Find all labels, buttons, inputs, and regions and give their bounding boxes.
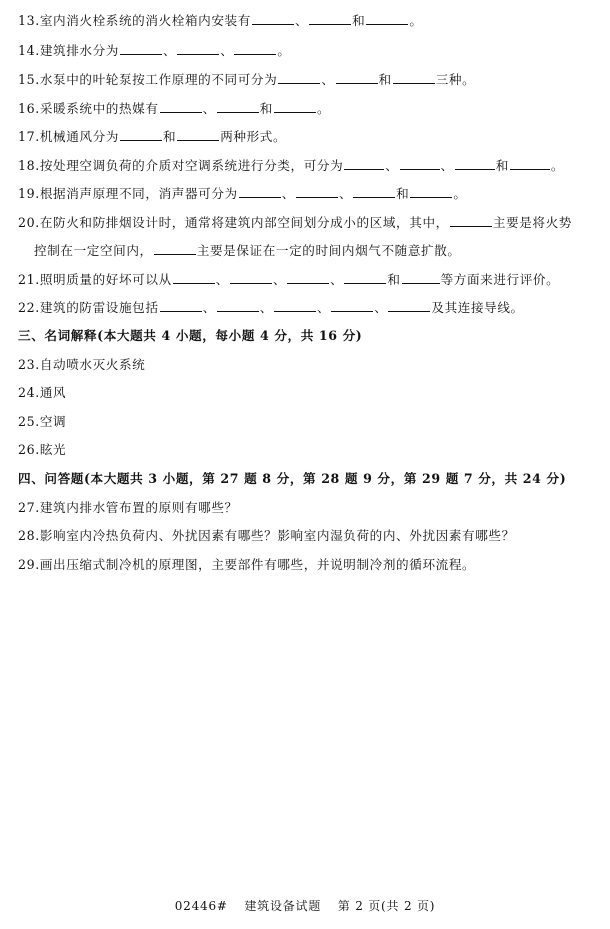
- separator: 、: [316, 300, 331, 315]
- question-24: 24.通风: [18, 385, 67, 400]
- separator: 两种形式。: [220, 129, 287, 144]
- answer-blank[interactable]: [296, 184, 338, 198]
- answer-blank[interactable]: [239, 184, 281, 198]
- answer-blank[interactable]: [353, 184, 395, 198]
- separator: 、: [294, 13, 309, 28]
- separator: 、: [330, 272, 344, 287]
- separator: 、: [374, 300, 388, 315]
- separator: 、: [163, 43, 177, 58]
- separator: 。: [550, 158, 565, 173]
- separator: 、: [220, 43, 234, 58]
- separator: 和: [495, 158, 509, 173]
- answer-blank[interactable]: [331, 298, 373, 312]
- question-20-continued: [34, 241, 592, 260]
- separator: 。: [409, 13, 423, 28]
- answer-blank[interactable]: [177, 41, 219, 55]
- question-19: [18, 184, 592, 203]
- question-17: [18, 127, 592, 146]
- exam-title: 建筑设备试题: [244, 899, 322, 913]
- separator: 、: [259, 300, 273, 315]
- question-21: [18, 270, 592, 289]
- separator: 。: [277, 43, 291, 58]
- answer-blank[interactable]: [173, 270, 215, 284]
- answer-blank[interactable]: [217, 99, 259, 113]
- question-17-text: 17.机械通风分为: [18, 129, 119, 144]
- separator: 和: [378, 72, 392, 87]
- answer-blank[interactable]: [510, 156, 550, 170]
- page-number: 第 2 页(共 2 页): [337, 899, 436, 913]
- question-25: 25.空调: [18, 414, 67, 429]
- separator: 、: [202, 101, 216, 116]
- answer-blank[interactable]: [217, 298, 259, 312]
- answer-blank[interactable]: [274, 99, 316, 113]
- question-14: [18, 41, 592, 60]
- question-22: [18, 298, 592, 317]
- separator: 、: [215, 272, 229, 287]
- question-20: [18, 213, 592, 232]
- question-26: 26.眩光: [18, 442, 67, 457]
- question-13: [18, 11, 592, 30]
- question-18-text: 18.按处理空调负荷的介质对空调系统进行分类，可分为: [18, 158, 344, 173]
- question-29: 29.画出压缩式制冷机的原理图，主要部件有哪些，并说明制冷剂的循环流程。: [18, 557, 476, 572]
- separator: 、: [272, 272, 287, 287]
- separator: 和: [163, 129, 177, 144]
- separator: 、: [338, 186, 353, 201]
- answer-blank[interactable]: [344, 156, 384, 170]
- section-3-heading: 三、名词解释(本大题共 4 小题，每小题 4 分，共 16 分): [18, 328, 363, 343]
- answer-blank[interactable]: [388, 298, 430, 312]
- answer-blank[interactable]: [450, 213, 492, 227]
- answer-blank[interactable]: [287, 270, 329, 284]
- separator: 、: [321, 72, 335, 87]
- answer-blank[interactable]: [160, 298, 202, 312]
- answer-blank[interactable]: [120, 41, 162, 55]
- question-19-text: 19.根据消声原理不同，消声器可分为: [18, 186, 238, 201]
- answer-blank[interactable]: [309, 11, 351, 25]
- question-18: [18, 156, 592, 175]
- separator: 和: [259, 101, 273, 116]
- question-27: 27.建筑内排水管布置的原则有哪些？: [18, 500, 238, 515]
- separator: 三种。: [435, 72, 476, 87]
- answer-blank[interactable]: [154, 241, 196, 255]
- question-20-text: 主要是将火势: [492, 215, 573, 230]
- question-20-text: 控制在一定空间内，: [34, 243, 153, 258]
- separator: 、: [440, 158, 454, 173]
- question-20-text: 20.在防火和防排烟设计时，通常将建筑内部空间划分成小的区域，其中，: [18, 215, 449, 230]
- answer-blank[interactable]: [234, 41, 276, 55]
- answer-blank[interactable]: [402, 270, 440, 284]
- question-28: 28.影响室内冷热负荷内、外扰因素有哪些？影响室内湿负荷的内、外扰因素有哪些？: [18, 528, 515, 543]
- separator: 、: [281, 186, 295, 201]
- question-23: 23.自动喷水灭火系统: [18, 357, 146, 372]
- question-15-text: 15.水泵中的叶轮泵按工作原理的不同可分为: [18, 72, 278, 87]
- question-16: [18, 99, 592, 118]
- question-15: [18, 70, 592, 89]
- answer-blank[interactable]: [230, 270, 272, 284]
- question-16-text: 16.采暖系统中的热媒有: [18, 101, 159, 116]
- separator: 、: [385, 158, 399, 173]
- separator: 及其连接导线。: [431, 300, 524, 315]
- answer-blank[interactable]: [393, 70, 435, 84]
- answer-blank[interactable]: [366, 11, 408, 25]
- answer-blank[interactable]: [120, 127, 162, 141]
- answer-blank[interactable]: [400, 156, 440, 170]
- answer-blank[interactable]: [278, 70, 320, 84]
- separator: 和: [387, 272, 401, 287]
- question-21-text: 21.照明质量的好坏可以从: [18, 272, 172, 287]
- answer-blank[interactable]: [252, 11, 294, 25]
- question-20-text: 主要是保证在一定的时间内烟气不随意扩散。: [196, 243, 461, 258]
- separator: 等方面来进行评价。: [440, 272, 560, 287]
- answer-blank[interactable]: [177, 127, 219, 141]
- separator: 、: [202, 300, 216, 315]
- answer-blank[interactable]: [344, 270, 386, 284]
- question-14-text: 14.建筑排水分为: [18, 43, 119, 58]
- separator: 和: [396, 186, 410, 201]
- question-22-text: 22.建筑的防雷设施包括: [18, 300, 159, 315]
- answer-blank[interactable]: [160, 99, 202, 113]
- course-code: 02446#: [174, 899, 228, 913]
- answer-blank[interactable]: [410, 184, 452, 198]
- separator: 。: [453, 186, 467, 201]
- separator: 和: [352, 13, 366, 28]
- answer-blank[interactable]: [455, 156, 495, 170]
- question-13-text: 13.室内消火栓系统的消火栓箱内安装有: [18, 13, 251, 28]
- answer-blank[interactable]: [336, 70, 378, 84]
- section-4-heading: 四、问答题(本大题共 3 小题，第 27 题 8 分，第 28 题 9 分，第 29 题 7 分，共 24 分): [18, 471, 567, 486]
- page-footer: [0, 898, 610, 914]
- answer-blank[interactable]: [274, 298, 316, 312]
- separator: 。: [316, 101, 331, 116]
